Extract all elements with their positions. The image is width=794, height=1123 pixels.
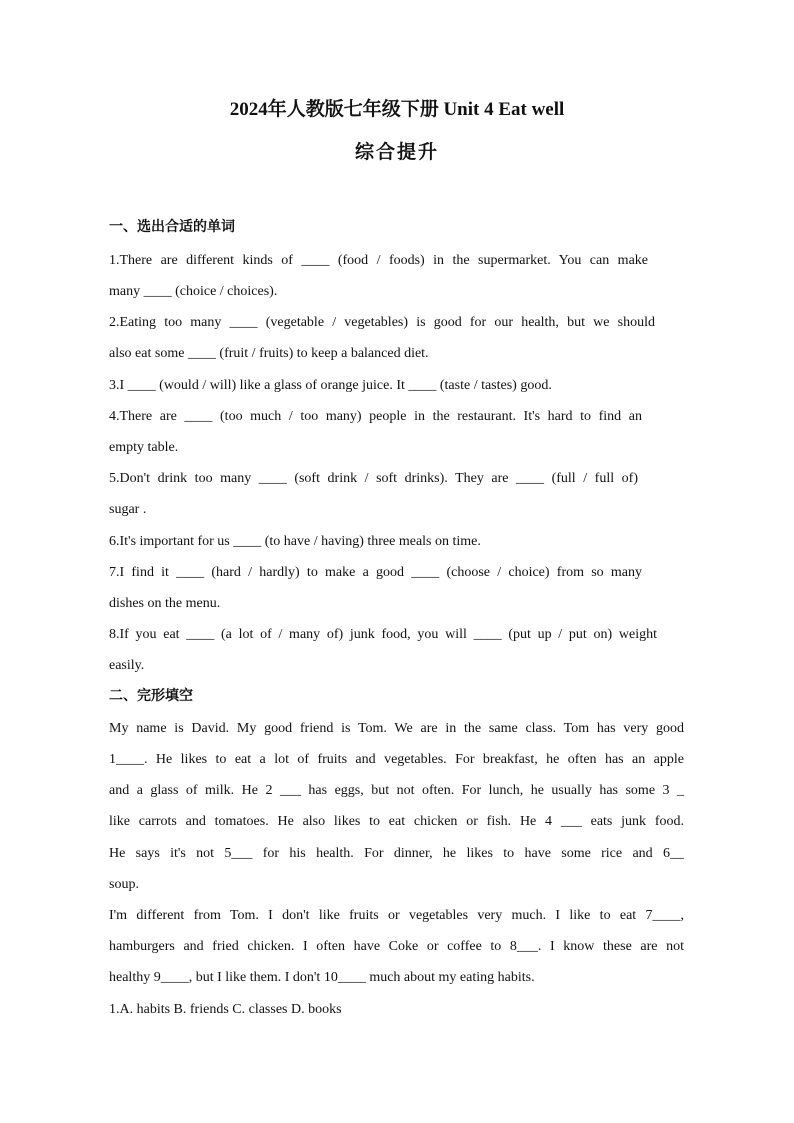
document-title: 2024年人教版七年级下册 Unit 4 Eat well [229, 99, 565, 120]
passage-line: and a glass of milk. He 2 ___ has eggs, but not often. For lunch, he usually has some 3 _ [109, 783, 684, 798]
exercise-line: 6.It's important for us ____ (to have / having) three meals on time. [109, 534, 481, 549]
exercise-line: 4.There are ____ (too much / too many) people in the restaurant. It's hard to find an [109, 409, 642, 424]
exercise-line: 7.I find it ____ (hard / hardly) to make a good ____ (choose / choice) from so many [109, 565, 642, 580]
section2-heading: 二、完形填空 [109, 689, 193, 704]
exercise-line: also eat some ____ (fruit / fruits) to keep a balanced diet. [109, 346, 429, 361]
exercise-line: many ____ (choice / choices). [109, 284, 278, 299]
exercise-line: 3.I ____ (would / will) like a glass of orange juice. It ____ (taste / tastes) good. [109, 378, 552, 393]
exercise-line: easily. [109, 658, 145, 673]
passage-line: 1____. He likes to eat a lot of fruits and vegetables. For breakfast, he often has an apple [109, 752, 684, 767]
exercise-line: dishes on the menu. [109, 596, 221, 611]
passage-line: like carrots and tomatoes. He also likes to eat chicken or fish. He 4 ___ eats junk food. [109, 814, 684, 829]
exercise-line: empty table. [109, 440, 179, 455]
exercise-line: 1.There are different kinds of ____ (food / foods) in the supermarket. You can make [109, 253, 648, 268]
exercise-line: 2.Eating too many ____ (vegetable / vegetables) is good for our health, but we should [109, 315, 655, 330]
section1-heading: 一、选出合适的单词 [109, 220, 235, 235]
passage-line: hamburgers and fried chicken. I often have Coke or coffee to 8___. I know these are not [109, 939, 684, 954]
passage-line: My name is David. My good friend is Tom. We are in the same class. Tom has very good [109, 721, 684, 736]
exercise-line: 5.Don't drink too many ____ (soft drink / soft drinks). They are ____ (full / full of) [109, 471, 638, 486]
document-subtitle: 综合提升 [354, 142, 439, 163]
passage-line: I'm different from Tom. I don't like fruits or vegetables very much. I like to eat 7____, [109, 908, 684, 923]
answer-options-line: 1.A. habits B. friends C. classes D. books [109, 1002, 342, 1017]
passage-line: soup. [109, 877, 139, 892]
exercise-line: 8.If you eat ____ (a lot of / many of) junk food, you will ____ (put up / put on) weight [109, 627, 657, 642]
exercise-line: sugar . [109, 502, 147, 517]
passage-line: He says it's not 5___ for his health. For dinner, he likes to have some rice and 6__ [109, 846, 684, 861]
passage-line: healthy 9____, but I like them. I don't 10____ much about my eating habits. [109, 970, 535, 985]
